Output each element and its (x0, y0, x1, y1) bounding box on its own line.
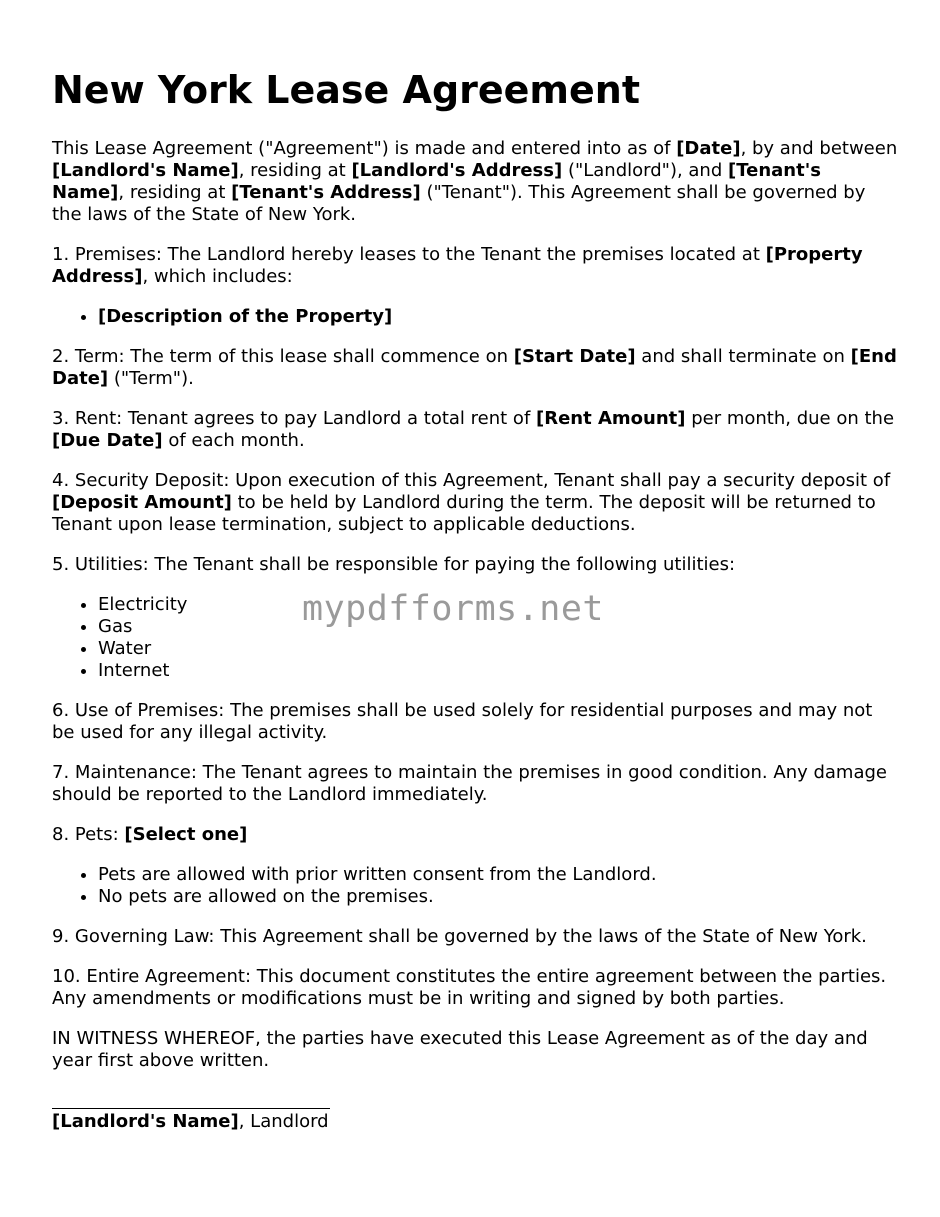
rent-text: per month, due on the (685, 408, 895, 429)
landlord-name-placeholder: [Landlord's Name] (52, 160, 239, 181)
premises-text: 1. Premises: The Landlord hereby leases to the Tenant the premises located at (52, 244, 766, 265)
intro-text: ("Tenant"). This Agreement shall be governed by the laws of the State of New York. (52, 182, 866, 225)
premises-list (52, 306, 898, 328)
due-date-placeholder: [Due Date] (52, 430, 163, 451)
watermark: mypdfforms.net (302, 589, 605, 629)
signature-role: , Landlord (238, 1111, 329, 1132)
intro-text: ("Landlord"), and (562, 160, 728, 181)
intro-paragraph (52, 138, 898, 226)
tenant-name-placeholder: [Tenant's Name] (52, 160, 821, 203)
signature-name-placeholder: [Landlord's Name] (52, 1111, 239, 1132)
signature-line (52, 1108, 330, 1109)
list-item: • Pets are allowed with prior written consent from the Landlord. (98, 864, 898, 886)
list-item: • Gas (98, 616, 898, 638)
end-date-placeholder: [End Date] (52, 346, 897, 389)
list-item: • Electricity (98, 594, 898, 616)
witness-clause: IN WITNESS WHEREOF, the parties have executed this Lease Agreement as of the day and year first above written. (52, 1028, 868, 1071)
intro-text: , by and between (740, 138, 898, 159)
deposit-amount-placeholder: [Deposit Amount] (52, 492, 232, 513)
select-one-placeholder: [Select one] (124, 824, 248, 845)
list-item (98, 306, 898, 328)
premises-text: , which includes: (142, 266, 293, 287)
term-clause (52, 346, 898, 390)
use-clause: 6. Use of Premises: The premises shall be used solely for residential purposes and may not be used for any illegal activity. (52, 700, 873, 743)
deposit-clause (52, 470, 898, 536)
signature-block (52, 1111, 898, 1133)
pets-clause (52, 824, 898, 846)
term-text: ("Term"). (108, 368, 194, 389)
intro-text: This Lease Agreement ("Agreement") is made and entered into as of (52, 138, 677, 159)
pets-list (52, 864, 898, 908)
deposit-text: 4. Security Deposit: Upon execution of this Agreement, Tenant shall pay a security deposit of (52, 470, 891, 491)
landlord-address-placeholder: [Landlord's Address] (351, 160, 563, 181)
rent-amount-placeholder: [Rent Amount] (536, 408, 686, 429)
rent-text: 3. Rent: Tenant agrees to pay Landlord a total rent of (52, 408, 536, 429)
start-date-placeholder: [Start Date] (513, 346, 636, 367)
intro-text: , residing at (238, 160, 352, 181)
term-text: 2. Term: The term of this lease shall commence on (52, 346, 514, 367)
premises-clause (52, 244, 898, 288)
property-address-placeholder: [Property Address] (52, 244, 863, 287)
list-item: • Water (98, 638, 898, 660)
property-description-placeholder: [Description of the Property] (98, 306, 393, 327)
list-item: • Internet (98, 660, 898, 682)
entire-agreement-clause: 10. Entire Agreement: This document constitutes the entire agreement between the parties. Any amendments or modifications must be in writing and signed by both parties. (52, 966, 887, 1009)
date-placeholder: [Date] (676, 138, 741, 159)
rent-text: of each month. (162, 430, 305, 451)
maintenance-clause: 7. Maintenance: The Tenant agrees to maintain the premises in good condition. Any damage should be reported to the Landlord immediately. (52, 762, 887, 805)
utilities-clause: 5. Utilities: The Tenant shall be responsible for paying the following utilities: (52, 554, 736, 575)
intro-text: , residing at (118, 182, 232, 203)
page-title: New York Lease Agreement (52, 68, 641, 112)
term-text: and shall terminate on (635, 346, 851, 367)
tenant-address-placeholder: [Tenant's Address] (231, 182, 421, 203)
rent-clause (52, 408, 898, 452)
pets-text: 8. Pets: (52, 824, 125, 845)
deposit-text: to be held by Landlord during the term. The deposit will be returned to Tenant upon lease termination, subject to applicable deductions. (52, 492, 876, 535)
governing-law-clause: 9. Governing Law: This Agreement shall be governed by the laws of the State of New York. (52, 926, 867, 947)
list-item: • No pets are allowed on the premises. (98, 886, 898, 908)
